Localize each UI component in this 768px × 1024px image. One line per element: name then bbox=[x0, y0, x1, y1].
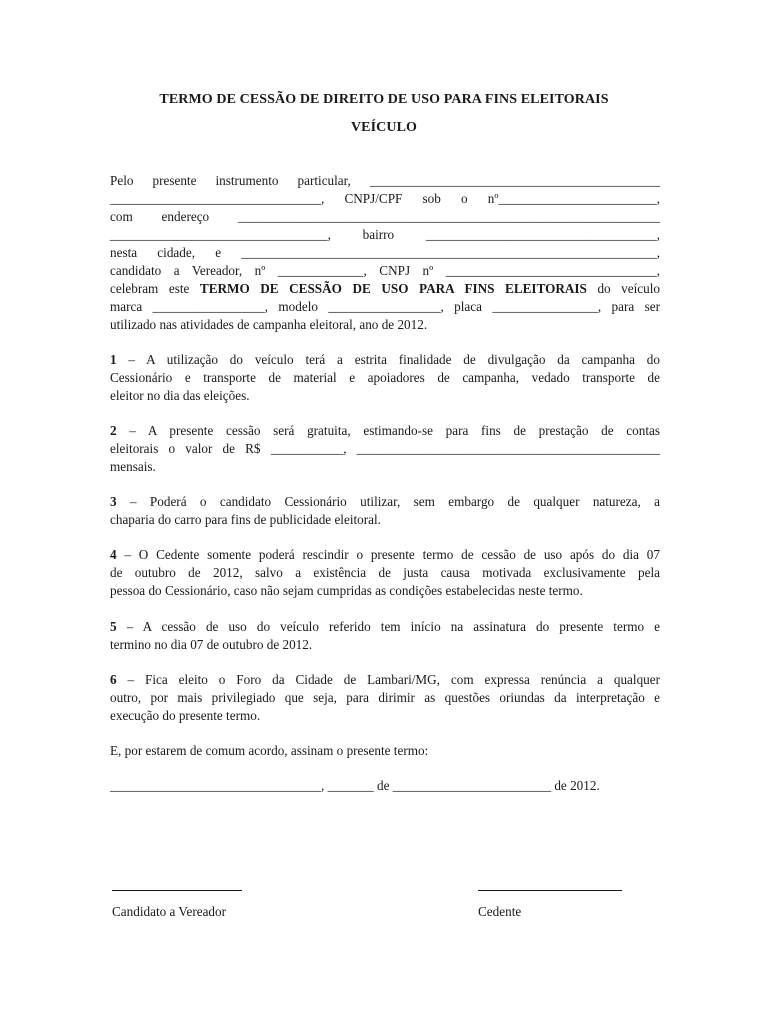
clause-text: – Fica eleito o Foro da Cidade de Lambari/MG, com expressa renúncia a qualquer bbox=[116, 672, 660, 687]
intro-line: nesta cidade, e _______________________________________________________________, bbox=[110, 245, 660, 260]
clause-number: 6 bbox=[110, 672, 117, 687]
clause-line bbox=[110, 671, 660, 689]
intro-line bbox=[110, 280, 660, 298]
clause-number: 4 bbox=[110, 547, 117, 562]
intro-line: candidato a Vereador, nº _____________, CNPJ nº ________________________________, bbox=[110, 263, 660, 278]
closing-statement: E, por estarem de comum acordo, assinam o presente termo: bbox=[110, 743, 429, 758]
clause-line: de outubro de 2012, salvo a existência de justa causa motivada exclusivamente pela bbox=[110, 565, 660, 580]
intro-line: Pelo presente instrumento particular, ____________________________________________ bbox=[110, 173, 660, 188]
clause-text: – O Cedente somente poderá rescindir o presente termo de cessão de uso após do dia 07 bbox=[116, 547, 660, 562]
clause-text: – A cessão de uso do veículo referido tem início na assinatura do presente termo e bbox=[116, 619, 660, 634]
clause-line: termino no dia 07 de outubro de 2012. bbox=[110, 637, 313, 652]
clause-number: 3 bbox=[110, 494, 117, 509]
intro-text: celebram este bbox=[110, 281, 200, 296]
clause-number: 1 bbox=[110, 352, 117, 367]
signature-label-cedente: Cedente bbox=[478, 904, 522, 919]
intro-line: com endereço ________________________________________________________________ bbox=[110, 209, 660, 224]
clause-line bbox=[110, 351, 660, 369]
clause-text: – A presente cessão será gratuita, estimando-se para fins de prestação de contas bbox=[116, 423, 660, 438]
intro-line: _________________________________, bairro ___________________________________, bbox=[110, 227, 660, 242]
clause-line: chaparia do carro para fins de publicidade eleitoral. bbox=[110, 512, 381, 527]
clause-text: – Poderá o candidato Cessionário utilizar, sem embargo de qualquer natureza, a bbox=[116, 494, 660, 509]
intro-line: marca _________________, modelo _________________, placa ________________, para ser bbox=[110, 299, 660, 314]
signature-label-candidate: Candidato a Vereador bbox=[112, 904, 227, 919]
document-subtitle: VEÍCULO bbox=[350, 120, 418, 135]
clause-line: pessoa do Cessionário, caso não sejam cumpridas as condições estabelecidas neste termo. bbox=[110, 583, 583, 598]
clause-text: – A utilização do veículo terá a estrita finalidade de divulgação da campanha do bbox=[116, 352, 660, 367]
document-title: TERMO DE CESSÃO DE DIREITO DE USO PARA FINS ELEITORAIS bbox=[159, 92, 609, 107]
intro-text: do veículo bbox=[586, 281, 661, 296]
clause-line bbox=[110, 618, 660, 636]
clause-number: 2 bbox=[110, 423, 117, 438]
clause-line: eleitor no dia das eleições. bbox=[110, 388, 250, 403]
intro-line: utilizado nas atividades de campanha eleitoral, ano de 2012. bbox=[110, 317, 428, 332]
intro-term-name: TERMO DE CESSÃO DE USO PARA FINS ELEITORAIS bbox=[199, 281, 587, 296]
clause-line: mensais. bbox=[110, 459, 156, 474]
clause-line bbox=[110, 493, 660, 511]
clause-line: eleitorais o valor de R$ ___________, ______________________________________________ bbox=[110, 441, 660, 456]
clause-line: Cessionário e transporte de material e apoiadores de campanha, vedado transporte de bbox=[110, 370, 660, 385]
intro-line: ________________________________, CNPJ/CPF sob o nº________________________, bbox=[110, 191, 660, 206]
clause-line: outro, por mais privilegiado que seja, para dirimir as questões oriundas da interpretação e bbox=[110, 690, 660, 705]
clause-line: execução do presente termo. bbox=[110, 708, 261, 723]
clause-number: 5 bbox=[110, 619, 117, 634]
clause-line bbox=[110, 422, 660, 440]
signature-line-cedente bbox=[478, 890, 622, 891]
date-line: ________________________________, _______ de ________________________ de 2012. bbox=[110, 778, 600, 793]
signature-line-candidate bbox=[112, 890, 242, 891]
clause-line bbox=[110, 546, 660, 564]
